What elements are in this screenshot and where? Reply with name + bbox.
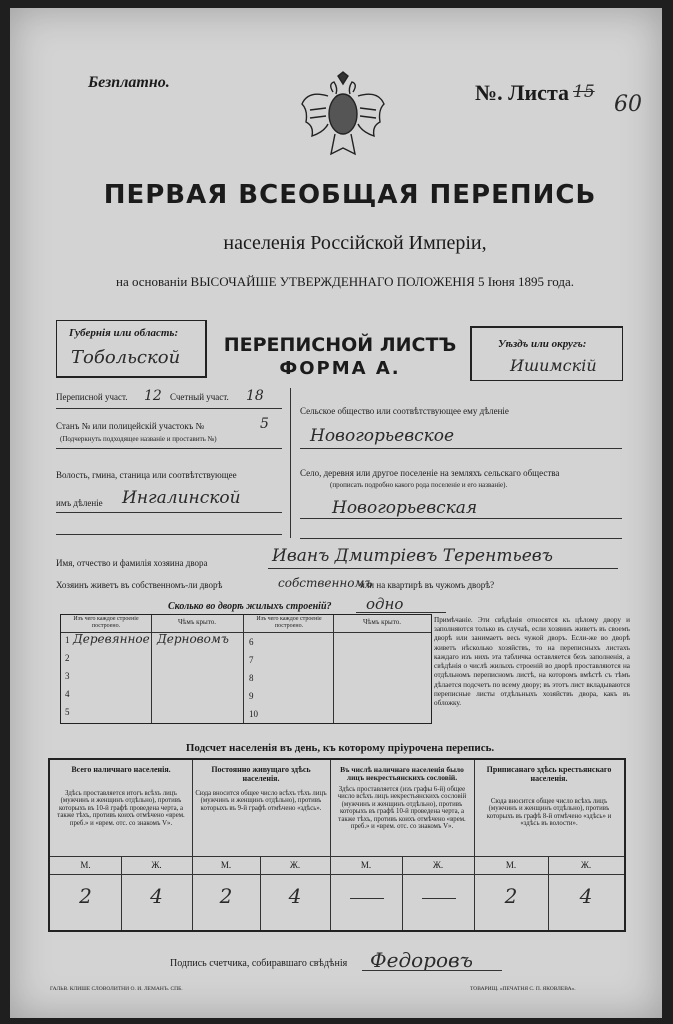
female-header: Ж. [432, 860, 444, 870]
province-value: Тобольской [71, 347, 181, 368]
owner-name-value: Иванъ Дмитріевъ Терентьевъ [272, 546, 553, 566]
row-number: 3 [65, 671, 70, 681]
count-value: 2 [79, 884, 92, 908]
page-title: ПЕРВАЯ ВСЕОБЩАЯ ПЕРЕПИСЬ [103, 180, 597, 210]
district-value: Ишимскій [510, 356, 597, 375]
male-header: М. [360, 860, 372, 870]
print-credit-right: ТОВАРИЩ. «ПЕЧАТНЯ С. П. ЯКОВЛЕВА». [470, 986, 576, 992]
count-table [48, 758, 626, 932]
row-roof: Дерновомъ [157, 632, 229, 646]
sheet-number-hand: 60 [614, 92, 642, 117]
census-section-label: Переписной участ. [56, 392, 128, 402]
form-title: ПЕРЕПИСНОЙ ЛИСТЪ [223, 334, 457, 356]
row-number: 1 [65, 635, 70, 645]
house-label-2: или на квартирѣ въ чужомъ дворѣ? [360, 580, 495, 590]
female-header: Ж. [580, 860, 592, 870]
imperial-eagle-icon [298, 70, 388, 166]
stan-note: (Подчеркнуть подходящее названіе и проставить №) [60, 435, 217, 443]
village-value: Новогорьевская [332, 498, 478, 518]
buildings-table [60, 614, 432, 724]
col-material-left: Изъ чего каждое строеніе построено. [73, 616, 139, 629]
col-header-total: Всего наличнаго населенія. [71, 765, 171, 774]
society-label: Сельское общество или соотвѣтствующее ему дѣленіе [300, 406, 509, 416]
signature-label: Подпись счетчика, собиравшаго свѣдѣнія [170, 958, 348, 969]
row-number: 4 [65, 689, 70, 699]
count-value: 2 [504, 884, 518, 908]
sheet-number-label: №. Листа [475, 80, 570, 105]
col-desc-total: Здѣсь проставляется итогъ всѣхъ лицъ (мужчинъ и женщинъ отдѣльно), противъ которыхъ въ 10-й графѣ проведена черта, а также тѣхъ, противъ коихъ отмѣчено «врем. преб.» и «врем. отс. со знакомъ V». [57, 790, 185, 827]
district-label: Уѣздъ или округъ: [498, 338, 587, 350]
col-roof-right: Чѣмъ крыто. [363, 618, 401, 626]
count-value: 2 [219, 884, 233, 908]
form-name: ФОРМА А. [279, 358, 401, 379]
male-header: М. [220, 860, 232, 870]
female-header: Ж. [289, 860, 301, 870]
col-material-right: Изъ чего каждое строеніе построено. [256, 616, 322, 629]
count-section-value: 18 [246, 388, 264, 404]
col-desc-resident: Сюда вносится общее число всѣхъ тѣхъ лицъ (мужчинъ и женщинъ отдѣльно), противъ которыхъ въ 9-й графѣ отмѣчено «здѣсь». [195, 790, 327, 812]
legal-basis: на основаніи ВЫСОЧАЙШЕ УТВЕРЖДЕННАГО ПОЛОЖЕНІЯ 5 Іюня 1895 года. [115, 274, 575, 289]
buildings-value: одно [366, 595, 404, 613]
village-label: Село, деревня или другое поселеніе на земляхъ сельскаго общества [300, 468, 560, 478]
census-section-value: 12 [144, 388, 162, 404]
female-header: Ж. [151, 860, 162, 870]
male-header: М. [80, 860, 91, 870]
signature-value: Федоровъ [370, 948, 473, 972]
census-sheet [10, 8, 662, 1018]
district-box [470, 326, 623, 381]
count-value: 4 [150, 884, 163, 908]
row-number: 2 [65, 653, 70, 663]
stan-value: 5 [260, 416, 269, 432]
row-number: 10 [249, 709, 258, 719]
col-header-resident: Постоянно живущаго здѣсь населенія. [211, 765, 311, 783]
buildings-note: Примѣчаніе. Эти свѣдѣнія относятся къ цѣлому двору и заполняются только въ случаѣ, если хозяинъ живетъ въ своемъ дворѣ или занимаетъ весь чужой дворъ. Если-же во дворѣ живетъ нѣсколько хозяйствъ, то на переписныхъ листахъ каждаго изъ нихъ эта табличка оставляется безъ заполненія, а свѣдѣнія о числѣ жилыхъ строеній во дворѣ проставляются на отдѣльномъ переписномъ листѣ, на которомъ вмѣстѣ съ тѣмъ дѣлается подсчетъ по всему двору; въ этотъ лист вкладываются переписные листы отдѣльныхъ хозяйствъ двора, какъ въ обложку. [434, 616, 630, 707]
col-header-nonpeasant: Въ числѣ наличнаго населенія было лицъ некрестьянскихъ сословій. [340, 765, 464, 783]
print-credit-left: ГАЛЬВ. КЛИШЕ СЛОВОЛИТНИ О. И. ЛЕМАНЪ. СПБ. [50, 986, 183, 992]
house-label: Хозяинъ живетъ въ собственномъ-ли дворѣ [56, 580, 223, 590]
count-value: 4 [579, 884, 593, 908]
sheet-number-crossed: 15 [573, 82, 595, 102]
page-subtitle: населенія Россійской Имперіи, [223, 232, 487, 254]
stan-label: Станъ № или полицейскій участокъ № [56, 421, 205, 431]
house-value: собственномъ [278, 576, 373, 590]
row-number: 6 [249, 637, 254, 647]
row-number: 5 [65, 707, 70, 717]
count-title: Подсчет населенія въ день, къ которому пріурочена перепись. [185, 742, 495, 754]
row-number: 9 [249, 691, 254, 701]
owner-name-label: Имя, отчество и фамилія хозяина двора [56, 558, 208, 568]
count-value: 4 [288, 884, 302, 908]
col-desc-peasant: Сюда вносится общее число всѣхъ лицъ (мужчинъ и женщинъ отдѣльно), противъ которыхъ въ графѣ 8-й отмѣчено «здѣсь» и «здѣсь въ волости». [486, 798, 612, 828]
volost-label-2: имъ дѣленіе [56, 498, 103, 508]
province-label: Губернія или область: [69, 327, 179, 339]
col-desc-nonpeasant: Здѣсь проставляется (изъ графы 6-й) общее число всѣхъ лицъ некрестьянскихъ сословій (мужчинъ и женщинъ отдѣльно), противъ которыхъ въ графѣ 10-й проведена черта, а также тѣхъ, противъ коихъ отмѣчено «врем. преб.» и «врем. отс. со знакомъ V». [337, 786, 467, 831]
volost-value: Ингалинской [122, 488, 241, 508]
row-number: 8 [249, 673, 254, 683]
village-note: (прописать подробно какого рода поселеніе и его названіе). [330, 481, 508, 489]
society-value: Новогорьевское [310, 426, 455, 446]
row-material: Деревянное [73, 632, 150, 646]
row-number: 7 [249, 655, 254, 665]
col-roof-left: Чѣмъ крыто. [178, 618, 216, 626]
free-label: Безплатно. [88, 74, 170, 91]
buildings-label: Сколько во дворѣ жилыхъ строеній? [168, 601, 332, 612]
col-header-peasant: Приписанаго здѣсь крестьянскаго населенія. [486, 765, 612, 783]
volost-label: Волость, гмина, станица или соотвѣтствующее [56, 470, 237, 480]
male-header: М. [505, 860, 517, 870]
count-section-label: Счетный участ. [170, 392, 229, 402]
province-box [56, 320, 207, 378]
